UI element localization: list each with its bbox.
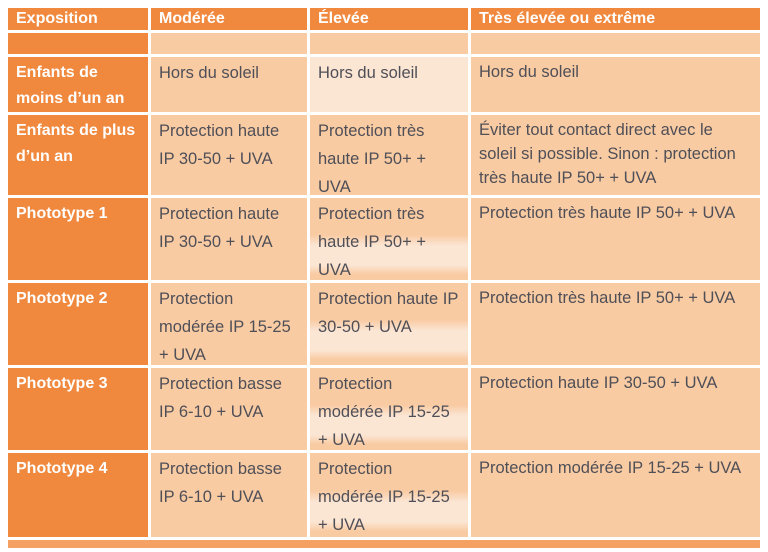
column-header-moderee: Modérée <box>151 8 307 30</box>
table-cell <box>310 33 468 54</box>
table-cell: Protection basse IP 6-10 + UVA <box>151 453 307 537</box>
row-header-phototype-4: Phototype 4 <box>8 453 148 537</box>
row-header-phototype-1: Phototype 1 <box>8 198 148 280</box>
table-cell: Protection haute IP 30-50 + UVA <box>151 198 307 280</box>
column-header-elevee: Élevée <box>310 8 468 30</box>
row-header-phototype-2: Phototype 2 <box>8 283 148 365</box>
table-cell: Protection modérée IP 15-25 + UVA <box>310 453 468 537</box>
table-cell: Protection très haute IP 50+ + UVA <box>310 115 468 195</box>
table-cell: Protection haute IP 30-50 + UVA <box>151 115 307 195</box>
table-cell: Hors du soleil <box>471 57 760 112</box>
table-cell: Protection modérée IP 15-25 + UVA <box>471 453 760 537</box>
row-header-enfants-moins-un-an: Enfants de moins d’un an <box>8 57 148 112</box>
table-cell: Protection basse IP 6-10 + UVA <box>151 368 307 450</box>
table-bottom-border <box>8 540 760 548</box>
table-cell: Protection haute IP 30-50 + UVA <box>310 283 468 365</box>
table-cell: Protection très haute IP 50+ + UVA <box>471 198 760 280</box>
row-header-spacer <box>8 33 148 54</box>
table-cell: Protection modérée IP 15-25 + UVA <box>151 283 307 365</box>
table-cell: Protection haute IP 30-50 + UVA <box>471 368 760 450</box>
table-grid <box>8 8 760 537</box>
table-cell: Protection très haute IP 50+ + UVA <box>310 198 468 280</box>
table-cell: Hors du soleil <box>151 57 307 112</box>
table-cell: Hors du soleil <box>310 57 468 112</box>
table-cell: Protection modérée IP 15-25 + UVA <box>310 368 468 450</box>
table-cell <box>151 33 307 54</box>
column-header-tres-elevee: Très élevée ou extrême <box>471 8 760 30</box>
row-header-phototype-3: Phototype 3 <box>8 368 148 450</box>
row-header-enfants-plus-un-an: Enfants de plus d’un an <box>8 115 148 195</box>
table-cell: Protection très haute IP 50+ + UVA <box>471 283 760 365</box>
column-header-exposition: Exposition <box>8 8 148 30</box>
table-cell: Éviter tout contact direct avec le soleil si possible. Sinon : protection très haute IP 50+ + UVA <box>471 115 760 195</box>
table-cell <box>471 33 760 54</box>
sun-protection-table <box>8 8 760 537</box>
